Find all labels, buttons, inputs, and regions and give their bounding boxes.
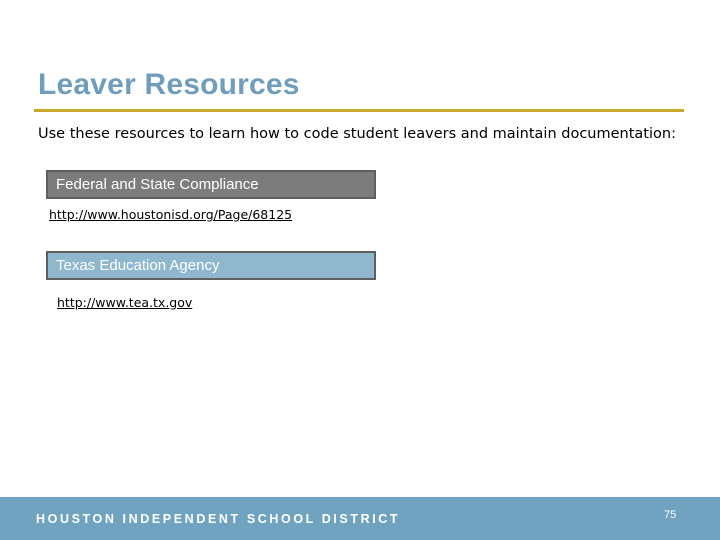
intro-text: Use these resources to learn how to code student leavers and maintain documentation: — [38, 126, 676, 142]
title-underline-divider — [34, 109, 684, 112]
texas-education-agency-label: Texas Education Agency — [46, 251, 376, 280]
tea-link[interactable]: http://www.tea.tx.gov — [57, 295, 193, 310]
page-number: 75 — [664, 509, 677, 521]
slide-title: Leaver Resources — [38, 68, 300, 101]
federal-state-compliance-label: Federal and State Compliance — [46, 170, 376, 199]
houstonisd-link[interactable]: http://www.houstonisd.org/Page/68125 — [49, 207, 293, 222]
district-name: HOUSTON INDEPENDENT SCHOOL DISTRICT — [36, 512, 401, 526]
